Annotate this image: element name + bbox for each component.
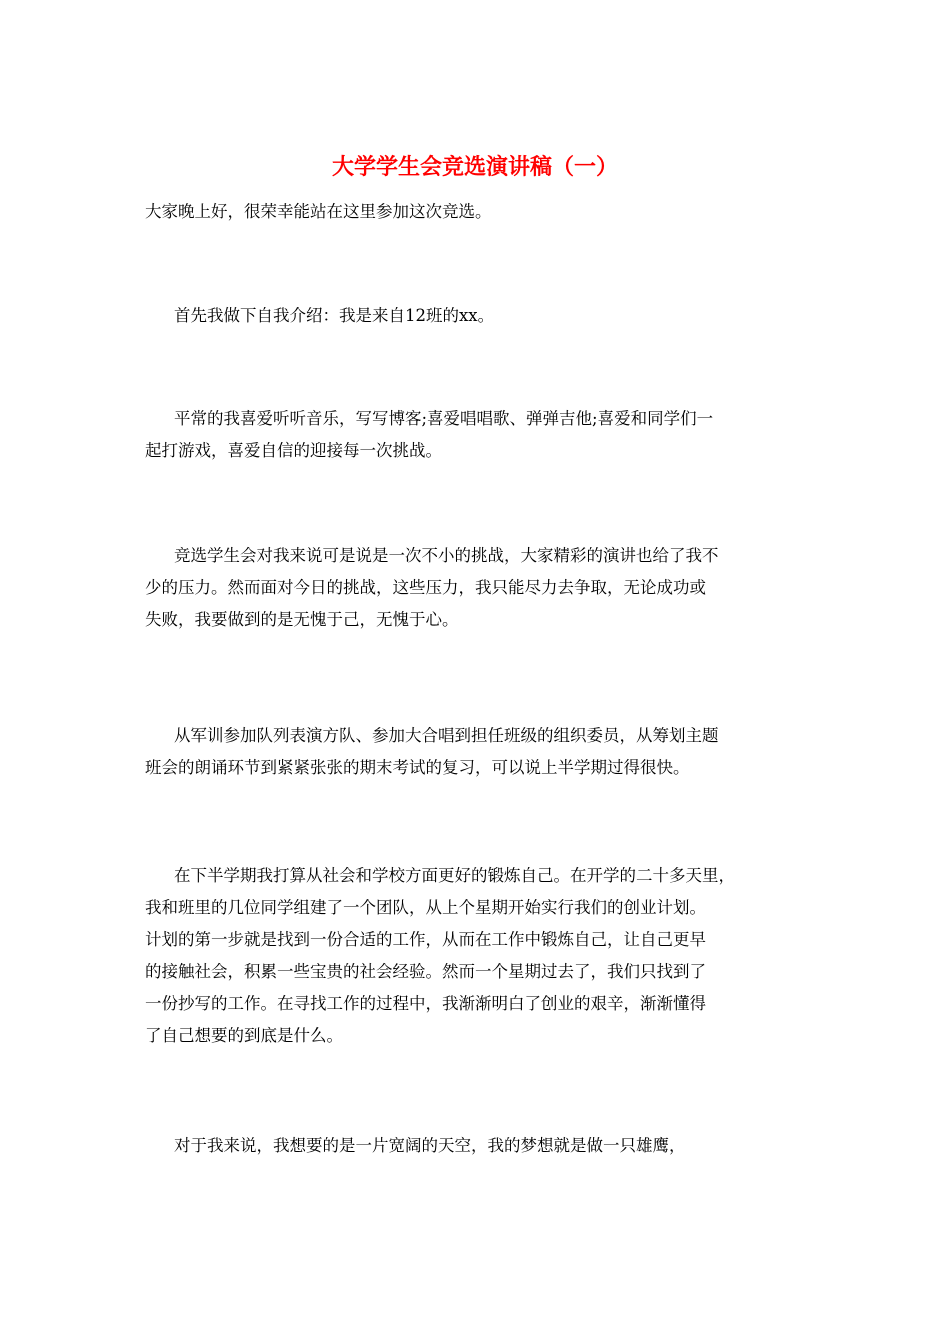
- paragraph-second-semester: [145, 860, 810, 1052]
- paragraph-line: 平常的我喜爱听听音乐，写写博客;喜爱唱唱歌、弹弹吉他;喜爱和同学们一: [174, 409, 714, 428]
- paragraph-line: 的接触社会，积累一些宝贵的社会经验。然而一个星期过去了，我们只找到了: [145, 962, 706, 981]
- document-title: 大学学生会竞选演讲稿（一）: [331, 154, 618, 180]
- paragraph-line: 少的压力。然而面对今日的挑战，这些压力，我只能尽力去争取，无论成功或: [145, 578, 706, 597]
- paragraph-line: 了自己想要的到底是什么。: [145, 1026, 343, 1045]
- paragraph-line: 一份抄写的工作。在寻找工作的过程中，我渐渐明白了创业的艰辛，渐渐懂得: [145, 994, 706, 1013]
- paragraph-challenge: [145, 540, 810, 636]
- paragraph-introduction: [145, 300, 810, 332]
- paragraph-line: 首先我做下自我介绍：我是来自12班的xx。: [174, 306, 495, 325]
- paragraph-greeting: [145, 196, 810, 228]
- paragraph-line: 大家晚上好，很荣幸能站在这里参加这次竞选。: [145, 202, 492, 221]
- paragraph-first-semester: [145, 720, 810, 784]
- paragraph-line: 计划的第一步就是找到一份合适的工作，从而在工作中锻炼自己，让自己更早: [145, 930, 706, 949]
- paragraph-line: 对于我来说，我想要的是一片宽阔的天空，我的梦想就是做一只雄鹰，: [174, 1136, 686, 1155]
- paragraph-line: 竞选学生会对我来说可是说是一次不小的挑战，大家精彩的演讲也给了我不: [174, 546, 719, 565]
- paragraph-line: 失败，我要做到的是无愧于己，无愧于心。: [145, 610, 459, 629]
- paragraph-hobbies: [145, 403, 810, 467]
- paragraph-line: 从军训参加队列表演方队、参加大合唱到担任班级的组织委员，从筹划主题: [174, 726, 719, 745]
- paragraph-line: 班会的朗诵环节到紧紧张张的期末考试的复习，可以说上半学期过得很快。: [145, 758, 690, 777]
- paragraph-line: 在下半学期我打算从社会和学校方面更好的锻炼自己。在开学的二十多天里，: [174, 866, 735, 885]
- paragraph-dream: [145, 1130, 810, 1162]
- paragraph-line: 起打游戏，喜爱自信的迎接每一次挑战。: [145, 441, 442, 460]
- paragraph-line: 我和班里的几位同学组建了一个团队，从上个星期开始实行我们的创业计划。: [145, 898, 706, 917]
